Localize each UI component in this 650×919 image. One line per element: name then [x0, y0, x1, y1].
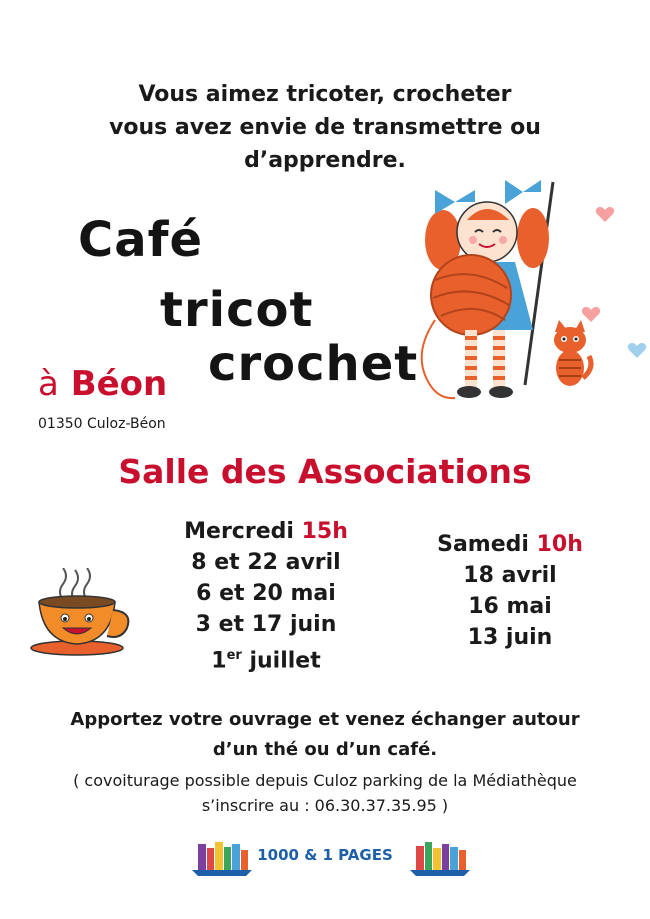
schedule-date: 13 juin — [467, 625, 553, 650]
schedule-wednesday-header — [166, 516, 366, 547]
logo-text: 1000 & 1 PAGES — [257, 846, 393, 864]
intro-line-2: vous avez envie de transmettre ou — [109, 115, 541, 140]
footer-carpool — [0, 768, 650, 818]
schedule-date-day: 1 — [211, 648, 227, 674]
schedule-wednesday-time: 15h — [301, 519, 348, 544]
schedule-date-last — [166, 640, 366, 676]
location-town-name: Béon — [70, 364, 168, 404]
title-crochet: crochet — [208, 336, 419, 392]
location-town — [38, 364, 167, 404]
intro-text — [0, 78, 650, 177]
footer-line-1: Apportez votre ouvrage et venez échanger autour — [70, 709, 580, 730]
location-postcode: 01350 Culoz-Béon — [38, 416, 166, 432]
intro-line-3: d’apprendre. — [244, 148, 406, 173]
schedule-saturday-header — [410, 529, 610, 560]
schedule-wednesday — [166, 516, 366, 676]
location-prefix: à — [38, 364, 59, 404]
intro-line-1: Vous aimez tricoter, crocheter — [138, 82, 512, 107]
footer-line-4: s’inscrire au : 06.30.37.35.95 ) — [201, 796, 449, 815]
schedule-date-month: juillet — [241, 648, 321, 674]
schedule-saturday-time: 10h — [536, 532, 583, 557]
schedule-date: 16 mai — [468, 594, 552, 619]
schedule-date: 8 et 22 avril — [191, 550, 341, 575]
schedule-wednesday-day: Mercredi — [184, 519, 294, 544]
schedule-saturday-day: Samedi — [437, 532, 529, 557]
schedule-date: 3 et 17 juin — [195, 612, 337, 637]
title-cafe: Café — [78, 212, 204, 268]
schedule-date: 18 avril — [463, 563, 557, 588]
footer-line-2: d’un thé ou d’un café. — [212, 739, 438, 760]
schedule-saturday — [410, 529, 610, 653]
footer-line-3: ( covoiturage possible depuis Culoz parking de la Médiathèque — [73, 771, 577, 790]
title-tricot: tricot — [160, 282, 314, 338]
venue-name: Salle des Associations — [118, 452, 532, 491]
smiling-coffee-cup-illustration — [25, 568, 137, 656]
cat-illustration — [545, 318, 595, 390]
schedule-date: 6 et 20 mai — [196, 581, 336, 606]
footer-invitation — [0, 705, 650, 765]
schedule-date-ordinal: er — [226, 648, 242, 663]
knitting-girl-illustration — [405, 170, 650, 410]
